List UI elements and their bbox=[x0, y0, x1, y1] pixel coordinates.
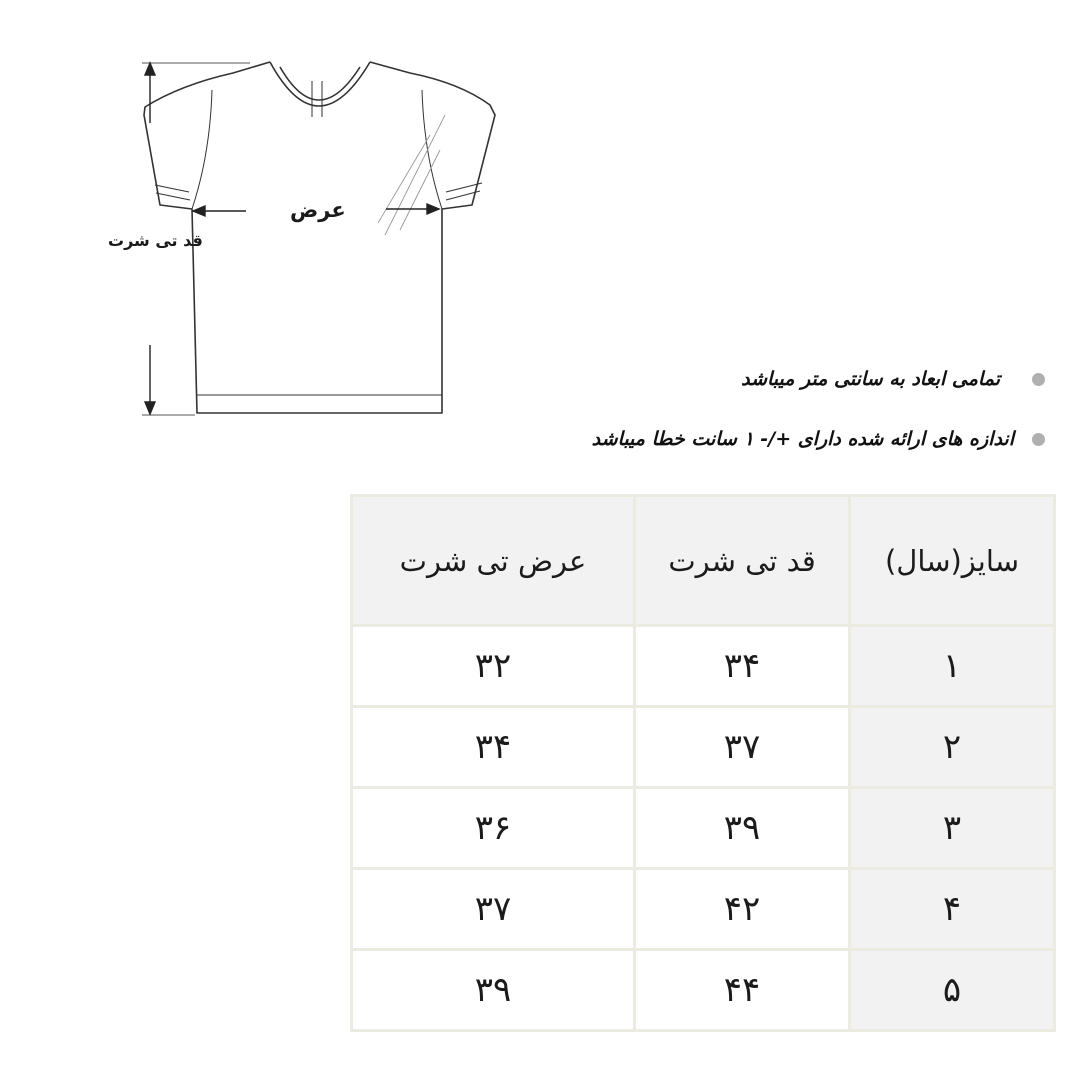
length-cell: ۴۲ bbox=[635, 869, 850, 950]
table-header-row bbox=[352, 496, 1055, 626]
table-row bbox=[352, 626, 1055, 707]
size-cell: ۱ bbox=[850, 626, 1055, 707]
note-item bbox=[525, 362, 1045, 396]
size-cell: ۲ bbox=[850, 707, 1055, 788]
width-label: عرض bbox=[290, 198, 346, 222]
table-row bbox=[352, 788, 1055, 869]
width-cell: ۳۴ bbox=[352, 707, 635, 788]
bullet-icon bbox=[1032, 373, 1045, 386]
size-table bbox=[350, 494, 1056, 1032]
notes-list bbox=[525, 362, 1045, 482]
length-cell: ۳۴ bbox=[635, 626, 850, 707]
header-size: سایز(سال) bbox=[850, 496, 1055, 626]
length-cell: ۴۴ bbox=[635, 950, 850, 1031]
size-cell: ۵ bbox=[850, 950, 1055, 1031]
size-cell: ۳ bbox=[850, 788, 1055, 869]
header-length: قد تی شرت bbox=[635, 496, 850, 626]
length-cell: ۳۹ bbox=[635, 788, 850, 869]
table-row bbox=[352, 950, 1055, 1031]
note-text: اندازه های ارائه شده دارای +/- ۱ سانت خطا میباشد bbox=[591, 428, 1014, 450]
width-cell: ۳۲ bbox=[352, 626, 635, 707]
bullet-icon bbox=[1032, 433, 1045, 446]
note-text: تمامی ابعاد به سانتی متر میباشد bbox=[741, 368, 1000, 390]
note-item bbox=[525, 422, 1045, 456]
tshirt-size-diagram bbox=[100, 55, 520, 435]
table-row bbox=[352, 869, 1055, 950]
width-cell: ۳۹ bbox=[352, 950, 635, 1031]
width-cell: ۳۷ bbox=[352, 869, 635, 950]
header-width: عرض تی شرت bbox=[352, 496, 635, 626]
length-cell: ۳۷ bbox=[635, 707, 850, 788]
length-label: قد تی شرت bbox=[108, 231, 203, 250]
width-cell: ۳۶ bbox=[352, 788, 635, 869]
table-row bbox=[352, 707, 1055, 788]
size-cell: ۴ bbox=[850, 869, 1055, 950]
